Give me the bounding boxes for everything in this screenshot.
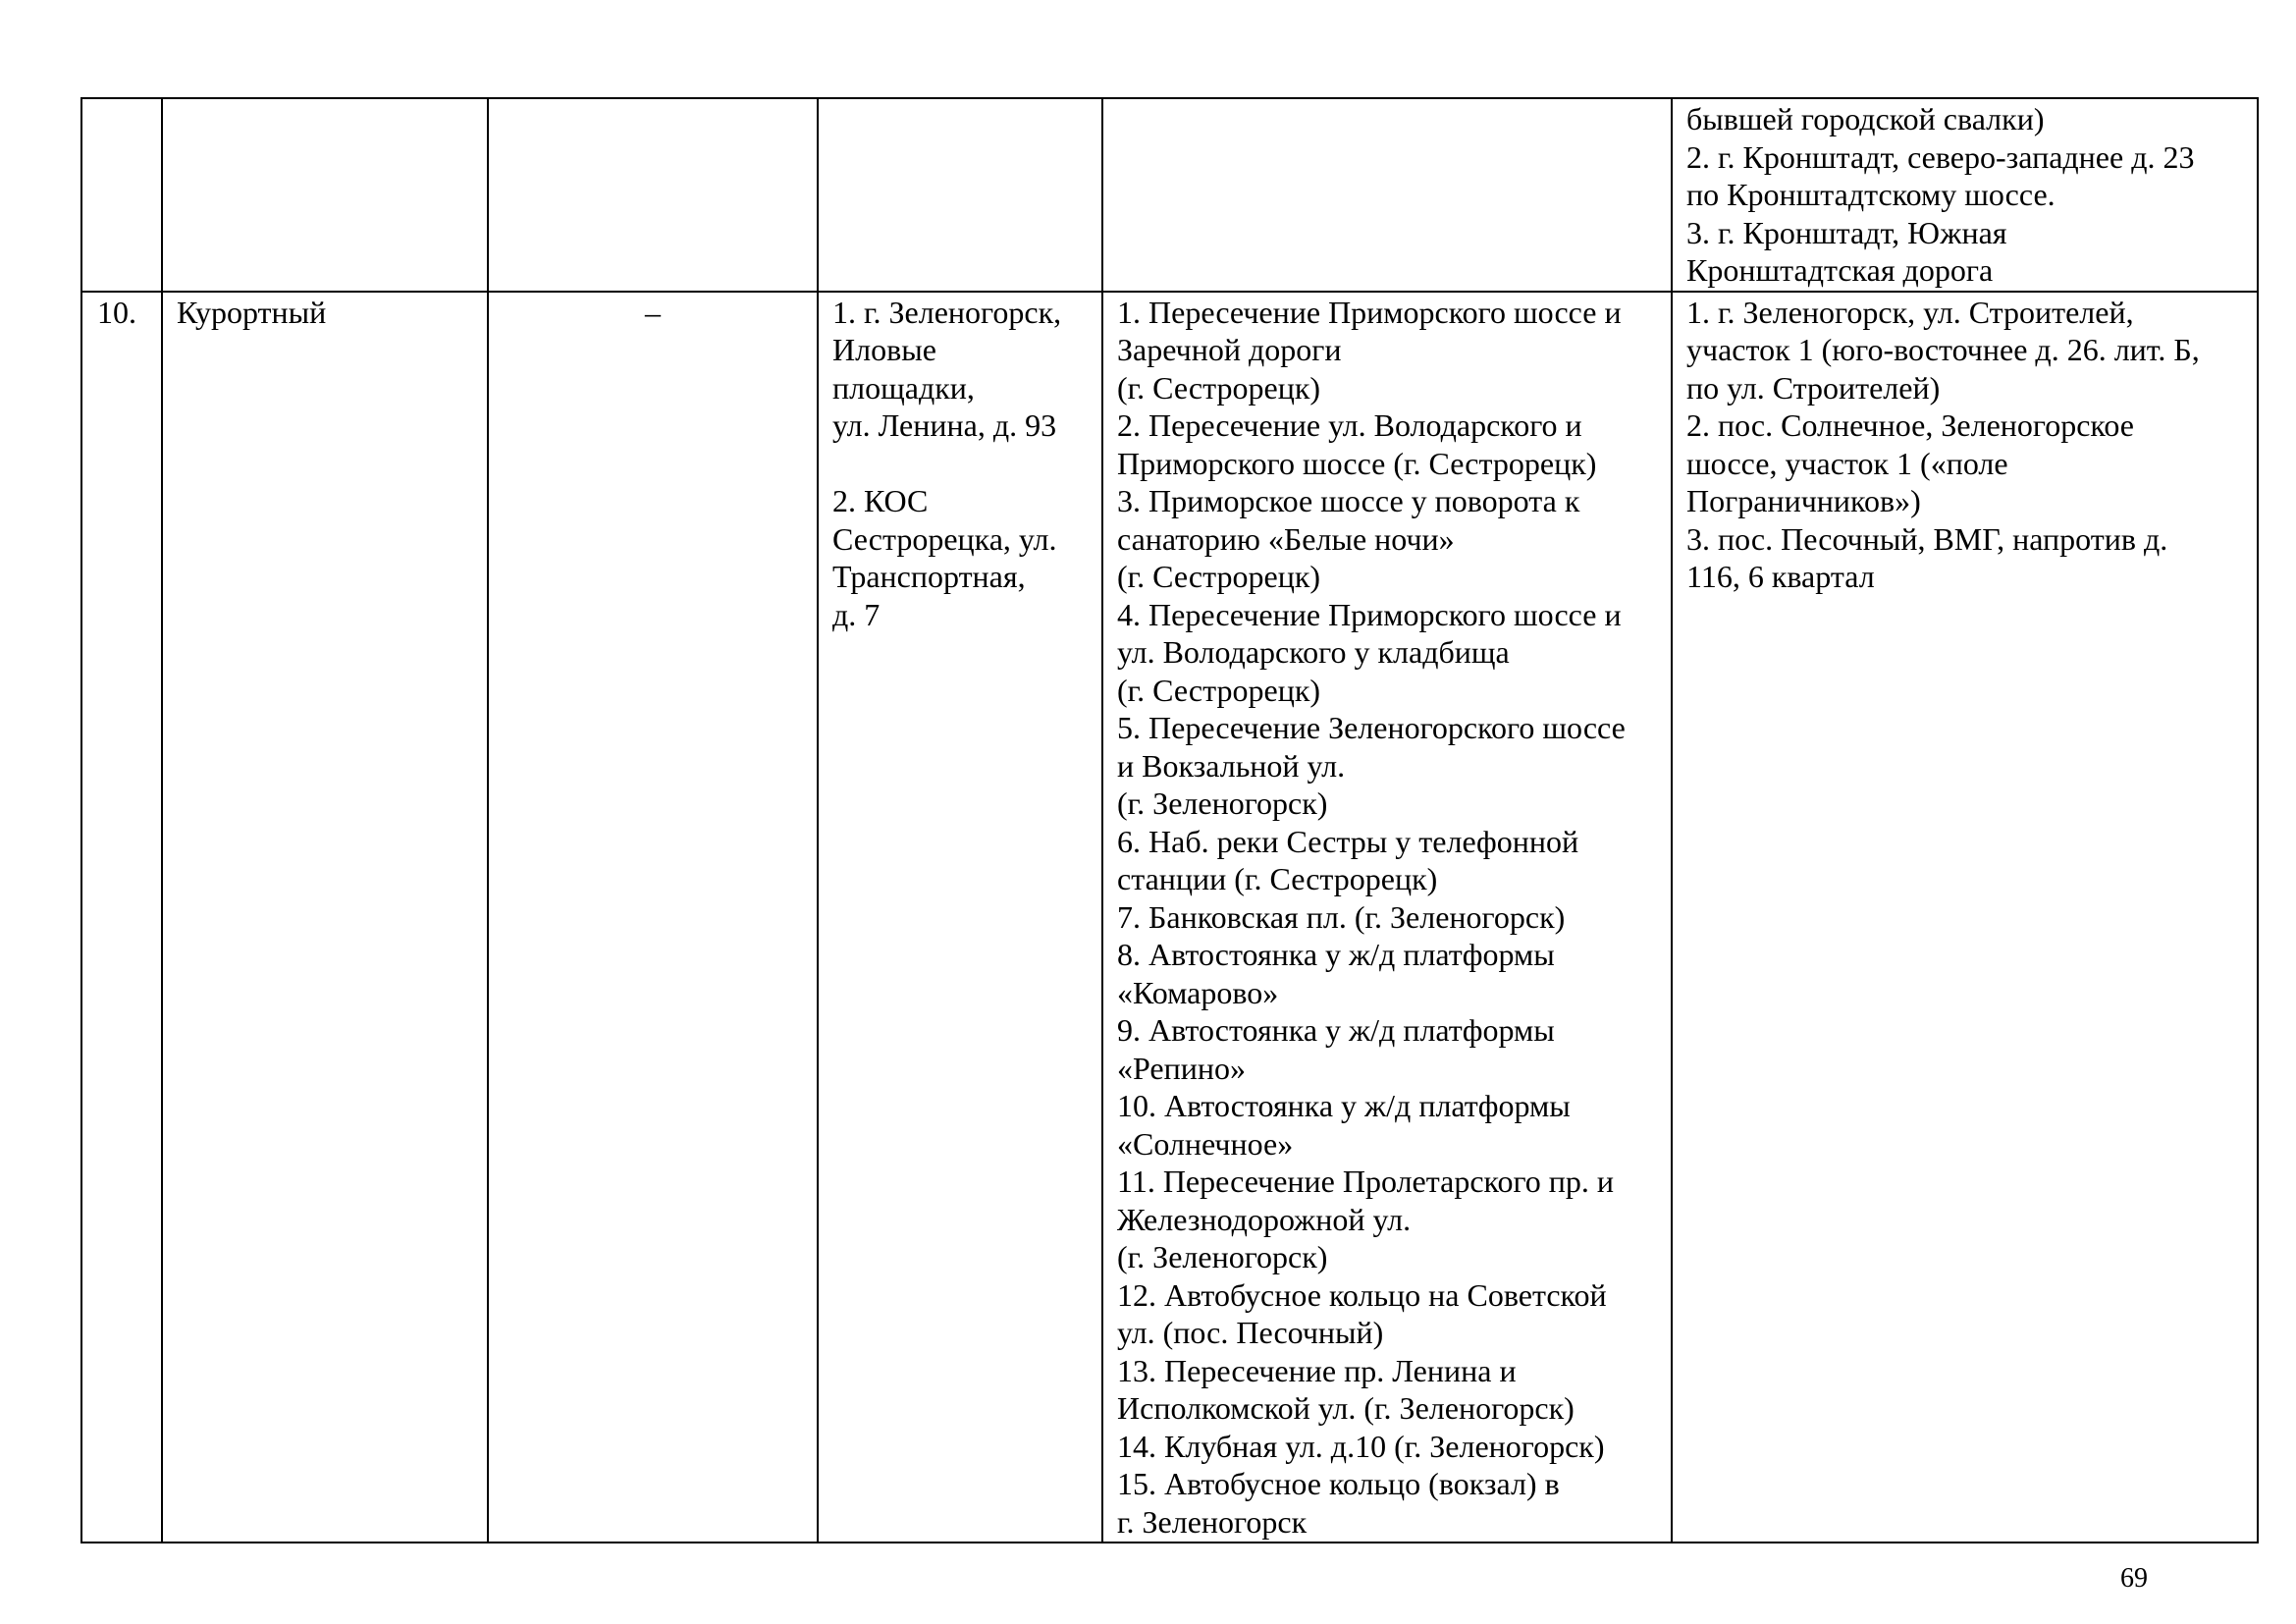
cell-col4 — [818, 292, 1102, 1543]
cell-line: (г. Сестрорецк) — [1117, 369, 1321, 406]
cell-line: шоссе, участок 1 («поле — [1686, 445, 2008, 481]
cell-line: 4. Пересечение Приморского шоссе и — [1117, 596, 1622, 632]
cell-line: 8. Автостоянка у ж/д платформы — [1117, 937, 1555, 972]
cell-line: 1. Пересечение Приморского шоссе и — [1117, 294, 1622, 330]
cell-line: Исполкомской ул. (г. Зеленогорск) — [1117, 1390, 1575, 1426]
cell-line: 12. Автобусное кольцо на Советской — [1117, 1276, 1607, 1313]
cell-line: по ул. Строителей) — [1686, 369, 1941, 406]
cell-line: станции (г. Сестрорецк) — [1117, 861, 1438, 896]
cell-line: 5. Пересечение Зеленогорского шоссе — [1117, 710, 1626, 745]
cell-number — [81, 98, 162, 292]
cell-line: 116, 6 квартал — [1686, 559, 1875, 594]
cell-line: ул. Ленина, д. 93 — [832, 407, 1057, 443]
cell-line: Транспортная, — [832, 559, 1026, 594]
cell-line: ул. Володарского у кладбища — [1117, 634, 1510, 670]
cell-line: Кронштадтская дорога — [1686, 252, 1994, 288]
cell-line: Заречной дороги — [1117, 332, 1342, 367]
cell-line: 10. Автостоянка у ж/д платформы — [1117, 1088, 1571, 1123]
cell-line: 2. г. Кронштадт, северо-западнее д. 23 — [1686, 138, 2195, 175]
page-number: 69 — [2120, 1563, 2148, 1594]
cell-line: 13. Пересечение пр. Ленина и — [1117, 1352, 1517, 1388]
cell-district — [162, 98, 488, 292]
cell-line: 11. Пересечение Пролетарского пр. и — [1117, 1164, 1615, 1199]
cell-line: по Кронштадтскому шоссе. — [1686, 177, 2056, 212]
cell-line: Иловые — [832, 332, 936, 367]
table-row — [81, 292, 2258, 1543]
cell-line: 15. Автобусное кольцо (вокзал) в — [1117, 1466, 1560, 1501]
cell-line: (г. Сестрорецк) — [1117, 672, 1321, 708]
cell-col4 — [818, 98, 1102, 292]
cell-line: 3. Приморское шоссе у поворота к — [1117, 483, 1580, 518]
cell-line: ул. (пос. Песочный) — [1117, 1315, 1384, 1350]
cell-col6 — [1672, 98, 2258, 292]
cell-line: «Комарово» — [1117, 974, 1279, 1010]
cell-number: 10. — [81, 292, 162, 1543]
cell-col5 — [1102, 98, 1672, 292]
cell-line: 2. Пересечение ул. Володарского и — [1117, 407, 1582, 443]
cell-line: «Репино» — [1117, 1050, 1246, 1086]
cell-col3: – — [488, 292, 818, 1543]
cell-line: д. 7 — [832, 596, 881, 632]
cell-line: Пограничников») — [1686, 483, 1921, 518]
cell-line: (г. Сестрорецк) — [1117, 559, 1321, 594]
cell-line: «Солнечное» — [1117, 1125, 1294, 1162]
cell-line: 9. Автостоянка у ж/д платформы — [1117, 1012, 1555, 1048]
table-row — [81, 98, 2258, 292]
cell-line: и Вокзальной ул. — [1117, 747, 1346, 784]
table-body — [81, 98, 2258, 1543]
cell-line: 1. г. Зеленогорск, — [832, 294, 1062, 330]
cell-line: Приморского шоссе (г. Сестрорецк) — [1117, 445, 1597, 481]
cell-line: 14. Клубная ул. д.10 (г. Зеленогорск) — [1117, 1428, 1605, 1464]
cell-line: Железнодорожной ул. — [1117, 1201, 1412, 1237]
cell-line: 3. пос. Песочный, ВМГ, напротив д. — [1686, 520, 2168, 557]
cell-district: Курортный — [162, 292, 488, 1543]
cell-line: 2. КОС — [832, 483, 929, 518]
cell-line: (г. Зеленогорск) — [1117, 1239, 1328, 1274]
cell-line: 6. Наб. реки Сестры у телефонной — [1117, 823, 1579, 859]
cell-col6 — [1672, 292, 2258, 1543]
cell-col5 — [1102, 292, 1672, 1543]
cell-line: Сестрорецка, ул. — [832, 520, 1057, 557]
cell-line: 1. г. Зеленогорск, ул. Строителей, — [1686, 294, 2134, 330]
cell-gap — [832, 445, 1088, 483]
cell-line: участок 1 (юго-восточнее д. 26. лит. Б, — [1686, 332, 2200, 367]
cell-line: 3. г. Кронштадт, Южная — [1686, 214, 2007, 250]
cell-line: санаторию «Белые ночи» — [1117, 520, 1455, 557]
cell-line: г. Зеленогорск — [1117, 1503, 1308, 1540]
cell-line: (г. Зеленогорск) — [1117, 785, 1328, 821]
cell-line: 2. пос. Солнечное, Зеленогорское — [1686, 407, 2134, 443]
cell-line: площадки, — [832, 369, 975, 406]
cell-col3 — [488, 98, 818, 292]
cell-line: 7. Банковская пл. (г. Зеленогорск) — [1117, 898, 1566, 935]
cell-line: бывшей городской свалки) — [1686, 101, 2045, 136]
data-table — [80, 97, 2259, 1543]
